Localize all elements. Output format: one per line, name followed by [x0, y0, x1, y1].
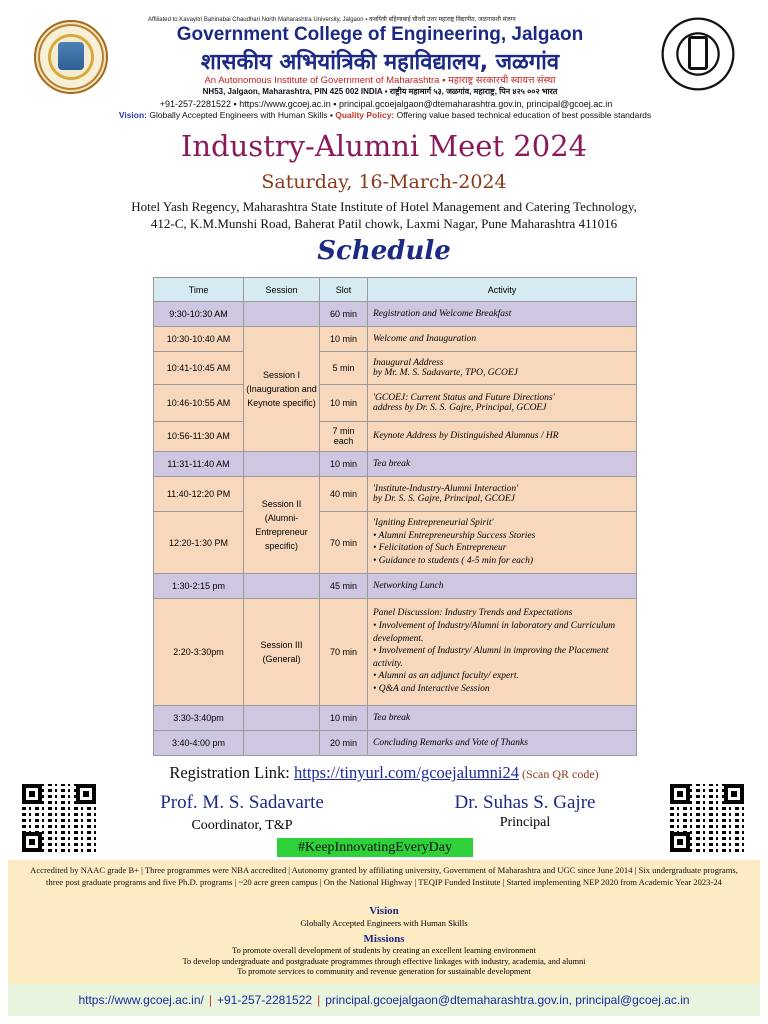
row-session [244, 730, 320, 755]
row-time: 9:30-10:30 AM [154, 302, 244, 327]
vision-quality-line [40, 110, 730, 120]
venue-line-2: 412-C, K.M.Munshi Road, Baherat Patil chowk, Laxmi Nagar, Pune Maharashtra 411016 [150, 216, 618, 231]
footer-website-link[interactable]: https://www.gcoej.ac.in/ [78, 993, 204, 1007]
principal-name: Dr. Suhas S. Gajre [454, 792, 596, 813]
row-slot: 10 min [320, 385, 368, 421]
row-time: 3:40-4:00 pm [154, 730, 244, 755]
college-name-hindi: शासकीय अभियांत्रिकी महाविद्यालय, जळगांव [200, 50, 560, 75]
row-time: 10:30-10:40 AM [154, 327, 244, 352]
hashtag-badge: #KeepInnovatingEveryDay [277, 838, 473, 857]
activity-line: Panel Discussion: Industry Trends and Expectations [373, 608, 573, 619]
row-slot: 70 min [320, 511, 368, 573]
row-time: 10:56-11:30 AM [154, 421, 244, 451]
table-row [154, 730, 637, 755]
table-header-row [154, 278, 637, 302]
row-activity [368, 385, 637, 421]
bullet-item: • Alumni Entrepreneurship Success Stories [373, 530, 631, 543]
table-row [154, 476, 637, 511]
row-activity [368, 511, 637, 573]
row-activity [368, 352, 637, 385]
bullet-item: • Guidance to students ( 4-5 min for each) [373, 555, 631, 568]
row-slot: 5 min [320, 352, 368, 385]
contact-text: +91-257-2281522 ▪ https://www.gcoej.ac.in ▪ principal.gcoejalgaon@dtemaharashtra.gov.in, principal@gcoej.ac.in [159, 99, 613, 109]
table-row [154, 574, 637, 599]
contact-footer-bar [8, 984, 760, 1016]
qr-code-right [670, 784, 744, 852]
row-session [244, 705, 320, 730]
row-slot: 10 min [320, 327, 368, 352]
activity-bullets [373, 620, 631, 695]
autonomous-text: An Autonomous Institute of Government of Maharashtra ▪ महाराष्ट्र सरकारची स्वायत्त संस्था [204, 75, 556, 86]
activity-bullets [373, 530, 631, 568]
row-slot: 60 min [320, 302, 368, 327]
row-activity: Tea break [368, 705, 637, 730]
bullet-item: • Felicitation of Such Entrepreneur [373, 542, 631, 555]
missions-list [8, 946, 760, 978]
col-slot: Slot [320, 278, 368, 302]
letterhead [0, 0, 768, 126]
row-slot: 70 min [320, 599, 368, 705]
activity-line: address by Dr. S. S. Gajre, Principal, GCOEJ [373, 402, 547, 413]
row-activity: Registration and Welcome Breakfast [368, 302, 637, 327]
bullet-item: • Involvement of Industry/ Alumni in improving the Placement activity. [373, 645, 631, 670]
event-venue [40, 198, 728, 232]
session-3-cell: Session III (General) [244, 599, 320, 705]
row-activity [368, 599, 637, 705]
quality-label: Quality Policy: [335, 110, 395, 120]
event-title: Industry-Alumni Meet 2024 [180, 129, 588, 163]
row-time: 1:30-2:15 pm [154, 574, 244, 599]
activity-line: 'Igniting Entrepreneurial Spirit' [373, 517, 494, 528]
bullet-item: • Q&A and Interactive Session [373, 683, 631, 696]
row-session [244, 451, 320, 476]
schedule-heading: Schedule [317, 236, 451, 266]
session-1-cell: Session I (Inauguration and Keynote specific) [244, 327, 320, 451]
table-row [154, 705, 637, 730]
vision-text: Globally Accepted Engineers with Human Skills ▪ [147, 110, 336, 120]
vision-heading: Vision [369, 905, 399, 917]
row-time: 11:40-12:20 PM [154, 476, 244, 511]
vision-label: Vision: [118, 110, 147, 120]
row-activity: Welcome and Inauguration [368, 327, 637, 352]
separator: | [317, 993, 321, 1007]
row-time: 10:46-10:55 AM [154, 385, 244, 421]
affiliation-text: Affiliated to Kavayitri Bahinabai Chaudhari North Maharashtra University, Jalgaon ▪ कवयित्री बहिणाबाई चौधरी उत्तर महाराष्ट्र विद्यापीठ, जळगावशी संलग्न [148, 17, 516, 23]
principal-role: Principal [499, 815, 551, 830]
row-activity [368, 476, 637, 511]
university-logo [658, 14, 738, 94]
activity-line: by Dr. S. S. Gajre, Principal, GCOEJ [373, 493, 515, 504]
row-session [244, 574, 320, 599]
table-row [154, 352, 637, 385]
bullet-item: • Involvement of Industry/Alumni in laboratory and Curriculum development. [373, 620, 631, 645]
row-activity: Keynote Address by Distinguished Alumnus / HR [368, 421, 637, 451]
mission-item: To promote overall development of students by creating an excellent learning environment [232, 946, 536, 955]
col-activity: Activity [368, 278, 637, 302]
coordinator-role: Coordinator, T&P [191, 818, 293, 833]
accreditation-text: Accredited by NAAC grade B+ | Three programmes were NBA accredited | Autonomy granted by affiliating university, Government of Maharashtra and UGC since June 2014 | Six undergraduate programs, three post graduate programs and five Ph.D. programs | ~20 acre green campus | On the National Highway | TEQIP Funded Institute | Started implementing NEP 2020 from Academic Year 2023-24 [30, 865, 738, 888]
col-session: Session [244, 278, 320, 302]
activity-line: 'Institute-Industry-Alumni Interaction' [373, 483, 519, 494]
missions-heading: Missions [363, 933, 405, 945]
quality-text: Offering value based technical education of best possible standards [394, 110, 652, 120]
session-2-cell: Session II (Alumni-Entrepreneur specific) [244, 476, 320, 573]
registration-line [0, 763, 768, 783]
table-row [154, 421, 637, 451]
row-time: 2:20-3:30pm [154, 599, 244, 705]
bullet-item: • Alumni as an adjunct faculty/ expert. [373, 670, 631, 683]
row-time: 11:31-11:40 AM [154, 451, 244, 476]
row-slot [320, 421, 368, 451]
activity-line: by Mr. M. S. Sadavarte, TPO, GCOEJ [373, 368, 518, 379]
registration-label: Registration Link: [169, 763, 294, 782]
footer-email-links[interactable]: principal.gcoejalgaon@dtemaharashtra.gov.in, principal@gcoej.ac.in [325, 993, 690, 1007]
row-activity: Tea break [368, 451, 637, 476]
row-activity: Concluding Remarks and Vote of Thanks [368, 730, 637, 755]
row-time: 3:30-3:40pm [154, 705, 244, 730]
address-text: NH53, Jalgaon, Maharashtra, PIN 425 002 INDIA ▪ राष्ट्रीय महामार्ग ५३, जळगांव, महाराष्ट्र, पिन ४२५ ००२ भारत [202, 87, 558, 96]
separator: | [208, 993, 212, 1007]
table-row [154, 599, 637, 705]
scan-qr-note: (Scan QR code) [519, 767, 599, 781]
slot-line: each [333, 436, 354, 447]
registration-link[interactable]: https://tinyurl.com/gcoejalumni24 [294, 763, 520, 782]
mission-item: To promote services to community and revenue generation for sustainable development [237, 967, 531, 976]
college-name-english: Government College of Engineering, Jalgaon [176, 24, 584, 45]
table-row [154, 327, 637, 352]
row-slot: 45 min [320, 574, 368, 599]
coordinator-name: Prof. M. S. Sadavarte [160, 792, 324, 813]
row-activity: Networking Lunch [368, 574, 637, 599]
table-row [154, 302, 637, 327]
row-session [244, 302, 320, 327]
mission-item: To develop undergraduate and postgraduate programmes through effective linkages with industry, academia, and alumni [182, 956, 586, 966]
activity-line: Inaugural Address [373, 358, 444, 369]
qr-code-left [22, 784, 96, 852]
table-row [154, 385, 637, 421]
footer-phone[interactable]: +91-257-2281522 [216, 993, 313, 1007]
table-row [154, 511, 637, 573]
table-row [154, 451, 637, 476]
footer-panel [8, 860, 760, 984]
slot-line: 7 min [332, 426, 355, 437]
col-time: Time [154, 278, 244, 302]
venue-line-1: Hotel Yash Regency, Maharashtra State Institute of Hotel Management and Catering Technology, [131, 199, 637, 214]
row-slot: 10 min [320, 451, 368, 476]
event-date: Saturday, 16-March-2024 [261, 171, 507, 193]
college-logo [34, 20, 108, 94]
row-time: 12:20-1:30 PM [154, 511, 244, 573]
vision-statement: Globally Accepted Engineers with Human Skills [300, 918, 468, 928]
row-time: 10:41-10:45 AM [154, 352, 244, 385]
activity-line: 'GCOEJ: Current Status and Future Directions' [373, 392, 555, 403]
row-slot: 10 min [320, 705, 368, 730]
row-slot: 20 min [320, 730, 368, 755]
schedule-table [153, 277, 637, 756]
row-slot: 40 min [320, 476, 368, 511]
